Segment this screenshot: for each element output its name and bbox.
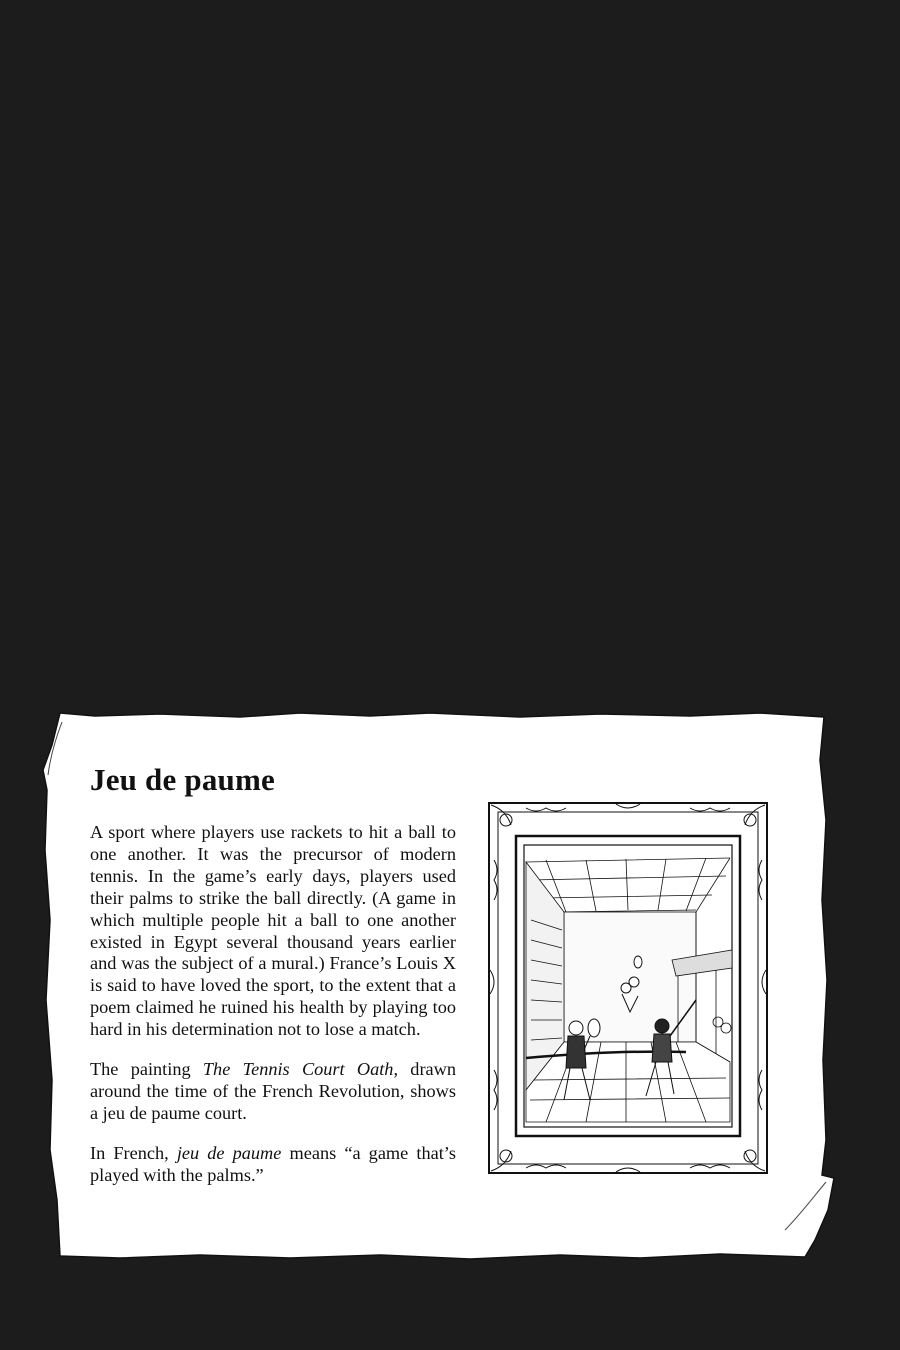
paragraph-history: A sport where players use rackets to hit a ball to one another. It was the precursor of modern tennis. In the game’s early days, players used their palms to strike the ball directly. (A game in which multiple people hit a ball to one another existed in Egypt several thousand years earlier and was the subject of a mural.) France’s Louis X is said to have loved the sport, to the extent that a poem claimed he ruined his health by playing too hard in his determination not to lose a match. [90, 822, 456, 1040]
paragraph-etymology: In French, jeu de paume means “a game that’s played with the palms.” [90, 1142, 456, 1185]
entry-body [90, 822, 456, 1205]
french-term: jeu de paume [176, 1142, 282, 1163]
entry-title: Jeu de paume [90, 762, 275, 797]
framed-illustration [486, 800, 770, 1176]
painting-title: The Tennis Court Oath [202, 1059, 394, 1080]
paragraph-painting: The painting The Tennis Court Oath, drawn around the time of the French Revolution, shows a jeu de paume court. [90, 1059, 456, 1123]
